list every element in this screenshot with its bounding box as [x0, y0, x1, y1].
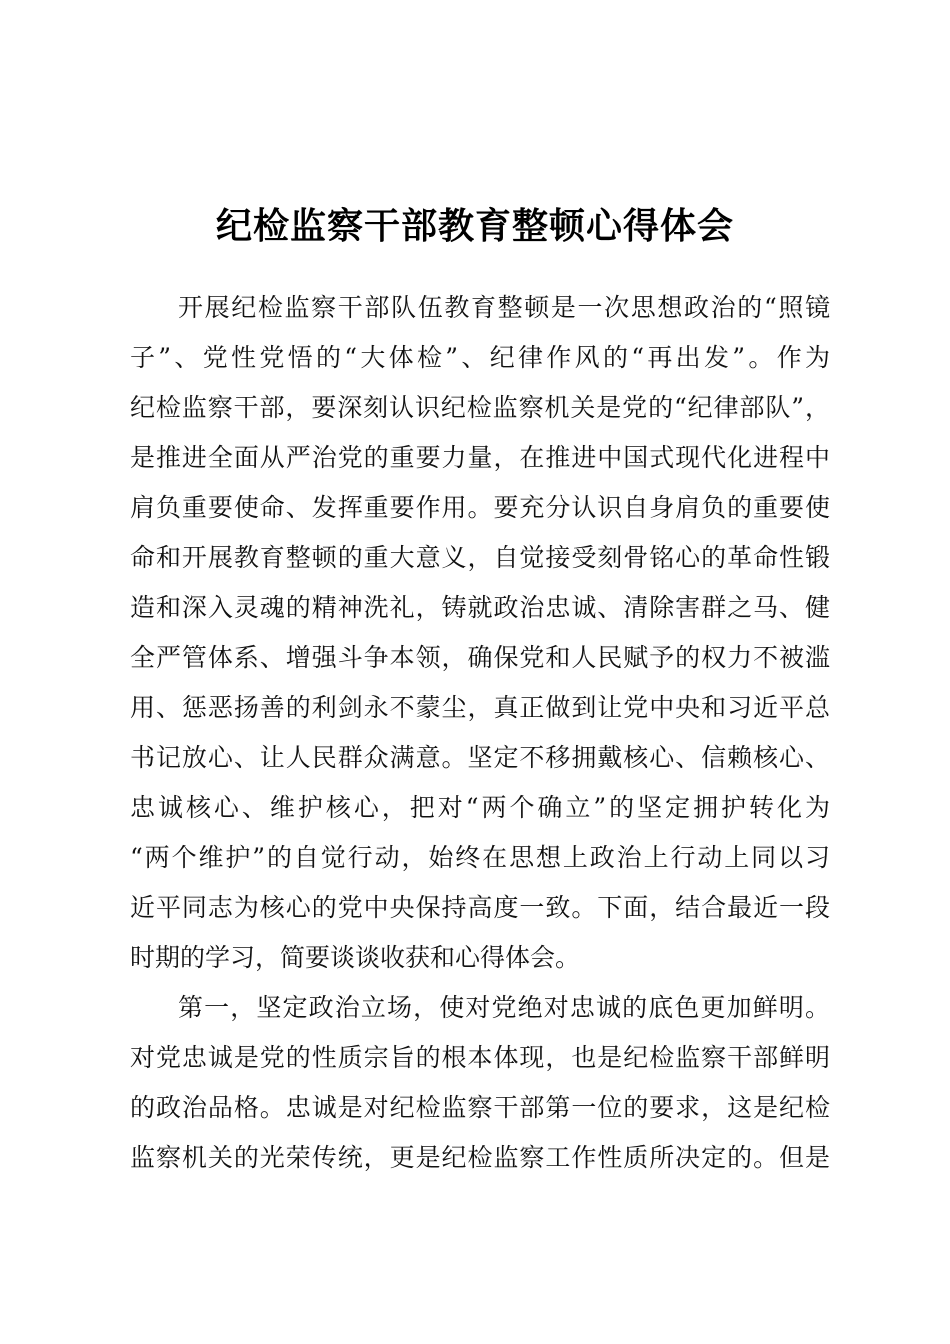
- text-line: 造和深入灵魂的精神洗礼，铸就政治忠诚、清除害群之马、健: [130, 593, 830, 622]
- text-line: 命和开展教育整顿的重大意义，自觉接受刻骨铭心的革命性锻: [130, 543, 830, 572]
- text-line: “两个维护”的自觉行动，始终在思想上政治上行动上同以习: [130, 843, 830, 872]
- text-line: 肩负重要使命、发挥重要作用。要充分认识自身肩负的重要使: [130, 493, 830, 522]
- text-line: 纪检监察干部，要深刻认识纪检监察机关是党的“纪律部队”，: [130, 393, 830, 422]
- document-body: [130, 283, 830, 1183]
- text-line: 监察机关的光荣传统，更是纪检监察工作性质所决定的。但是: [130, 1143, 830, 1172]
- text-line: 书记放心、让人民群众满意。坚定不移拥戴核心、信赖核心、: [130, 743, 830, 772]
- text-line: 时期的学习，简要谈谈收获和心得体会。: [130, 943, 581, 972]
- text-line: 近平同志为核心的党中央保持高度一致。下面，结合最近一段: [130, 893, 830, 922]
- text-line: 是推进全面从严治党的重要力量，在推进中国式现代化进程中: [130, 443, 830, 472]
- text-line: 子”、党性党悟的“大体检”、纪律作风的“再出发”。作为: [130, 343, 830, 372]
- text-line: 的政治品格。忠诚是对纪检监察干部第一位的要求，这是纪检: [130, 1093, 830, 1122]
- text-line: 对党忠诚是党的性质宗旨的根本体现，也是纪检监察干部鲜明: [130, 1043, 830, 1072]
- document-title: 纪检监察干部教育整顿心得体会: [215, 205, 734, 247]
- paragraph-intro: [130, 283, 830, 983]
- text-line: 全严管体系、增强斗争本领，确保党和人民赋予的权力不被滥: [130, 643, 830, 672]
- paragraph-first-point: [130, 983, 830, 1183]
- text-line: 开展纪检监察干部队伍教育整顿是一次思想政治的“照镜: [178, 293, 830, 322]
- text-line: 用、惩恶扬善的利剑永不蒙尘，真正做到让党中央和习近平总: [130, 693, 830, 722]
- text-line: 第一，坚定政治立场，使对党绝对忠诚的底色更加鲜明。: [178, 993, 830, 1022]
- text-line: 忠诚核心、维护核心，把对“两个确立”的坚定拥护转化为: [130, 793, 830, 822]
